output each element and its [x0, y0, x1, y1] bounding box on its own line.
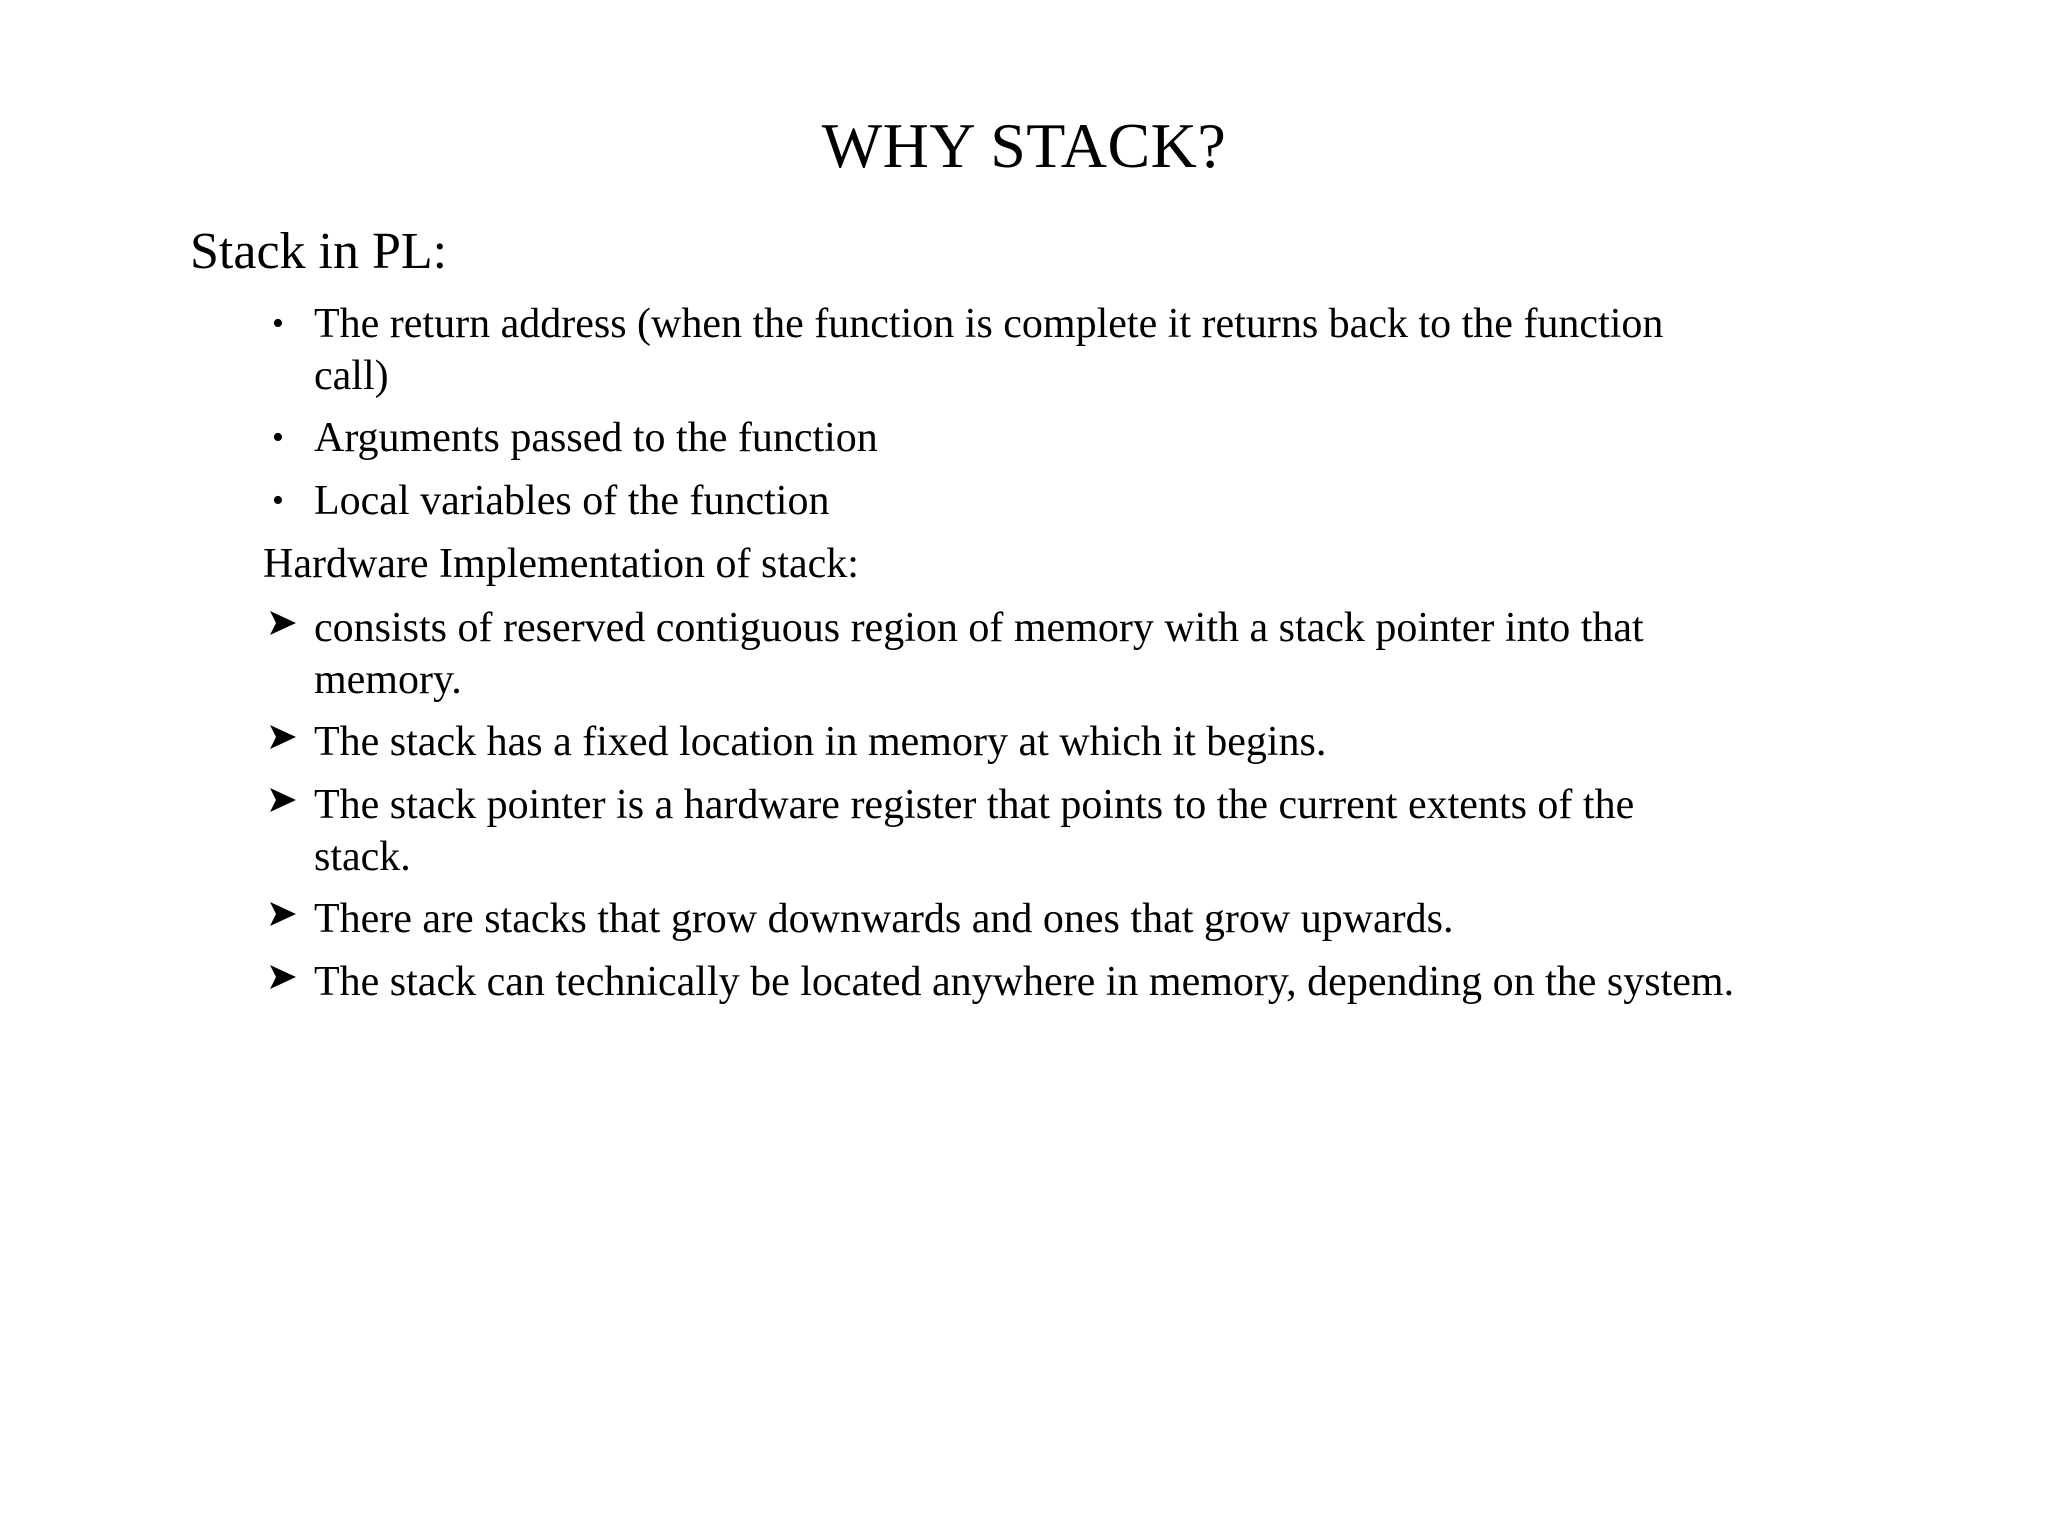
bullet-dot-icon: •: [272, 305, 284, 342]
slide-title: WHY STACK?: [821, 110, 1227, 181]
arrow-bullet-icon: [266, 716, 306, 768]
arrow-bullet-icon: [266, 956, 306, 1008]
list-item-text: Arguments passed to the function: [314, 415, 878, 461]
list-item-text-continued: call): [314, 353, 389, 399]
arrow-bullet-icon: [266, 779, 306, 831]
list-item-text: consists of reserved contiguous region of memory with a stack pointer into that: [314, 605, 1644, 651]
list-item-text: The stack pointer is a hardware register that points to the current extents of the: [314, 782, 1635, 828]
bullet-dot-icon: •: [272, 419, 284, 456]
arrow-bullet-icon: [266, 893, 306, 945]
list-item-text: The stack can technically be located anywhere in memory, depending on the system.: [314, 959, 1735, 1005]
arrow-bullet-icon: [266, 602, 306, 654]
list-item-text: Local variables of the function: [314, 478, 830, 524]
section-heading: Stack in PL:: [190, 223, 448, 280]
list-item-text-continued: memory.: [314, 657, 462, 703]
bullet-dot-icon: •: [272, 482, 284, 519]
list-item-text: The return address (when the function is complete it returns back to the function: [314, 301, 1664, 347]
hardware-heading: Hardware Implementation of stack:: [263, 541, 859, 587]
list-item-text: The stack has a fixed location in memory at which it begins.: [314, 719, 1327, 765]
list-item-text: There are stacks that grow downwards and ones that grow upwards.: [314, 896, 1454, 942]
list-item-text-continued: stack.: [314, 834, 411, 880]
